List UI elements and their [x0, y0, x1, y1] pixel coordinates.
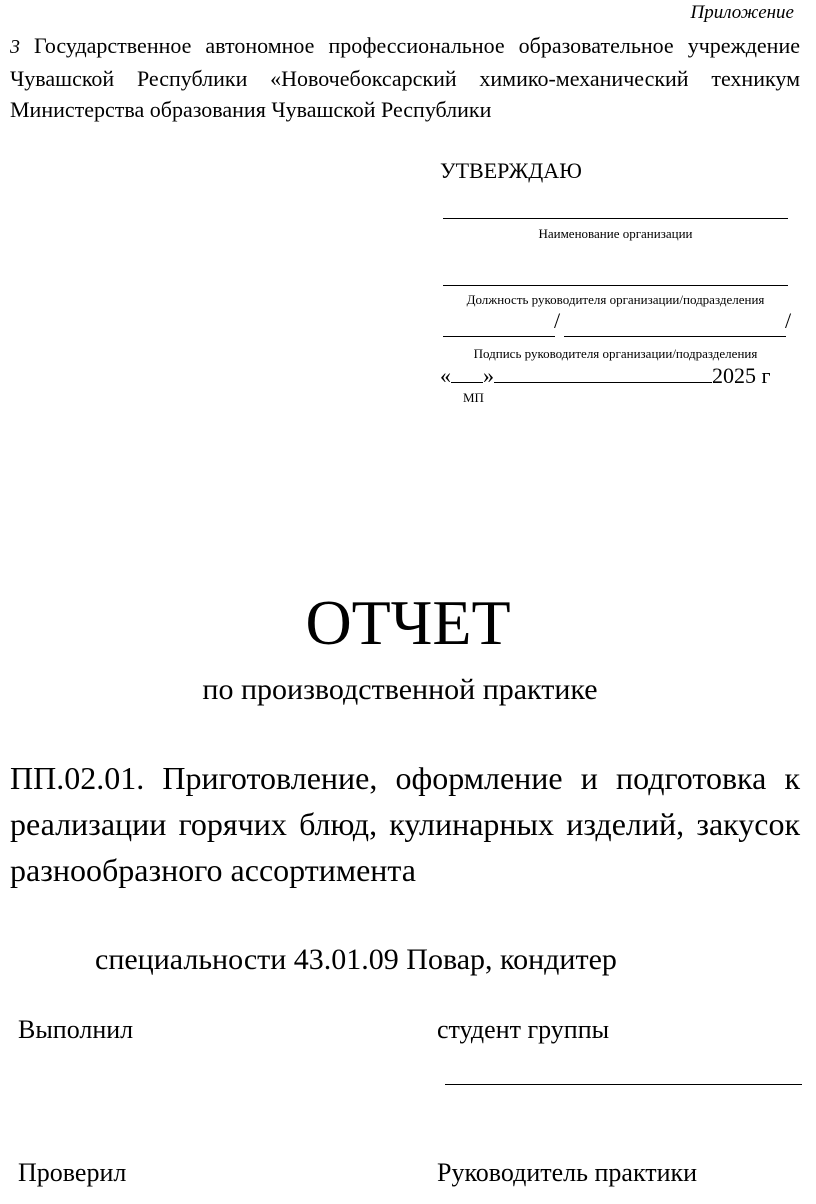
signature-caption: Подпись руководителя организации/подразделения	[473, 346, 758, 361]
date-open-quote: «	[440, 363, 451, 388]
organization-caption: Наименование организации	[538, 226, 693, 241]
signature-slash-2: /	[785, 308, 792, 333]
date-row	[440, 362, 771, 389]
report-title: ОТЧЕТ	[305, 587, 511, 658]
day-blank	[451, 362, 483, 383]
approval-title: УТВЕРЖДАЮ	[440, 158, 582, 183]
performed-label: Выполнил	[18, 1015, 134, 1044]
signature-slash-1: /	[554, 308, 561, 333]
report-subtitle: по производственной практике	[202, 673, 598, 706]
student-group-label: студент группы	[437, 1015, 610, 1044]
signature-line-right	[564, 336, 786, 337]
student-group-line	[445, 1084, 802, 1085]
organization-line	[443, 218, 788, 219]
institution-name	[10, 30, 800, 125]
specialty: специальности 43.01.09 Повар, кондитер	[95, 943, 617, 976]
signature-line-left	[443, 336, 555, 337]
practice-module: ПП.02.01. Приготовление, оформление и подготовка к реализации горячих блюд, кулинарных изделий, закусок разнообразного ассортимента	[10, 760, 800, 888]
seal-mark: МП	[463, 390, 484, 405]
appendix-label: Приложение	[690, 2, 794, 23]
position-line	[443, 285, 788, 286]
checked-label: Проверил	[18, 1158, 127, 1187]
date-close-quote: »	[483, 363, 494, 388]
position-caption: Должность руководителя организации/подразделения	[466, 292, 765, 307]
month-blank	[494, 362, 712, 383]
supervisor-label: Руководитель практики	[437, 1158, 698, 1187]
institution-text: Государственное автономное профессиональное образовательное учреждение Чувашской Республики «Новочебоксарский химико-механический техникум Министерства образования Чувашской Республики	[10, 33, 800, 122]
appendix-number: 3	[10, 36, 20, 58]
date-year: 2025 г	[712, 363, 771, 388]
signature-row	[440, 308, 790, 336]
